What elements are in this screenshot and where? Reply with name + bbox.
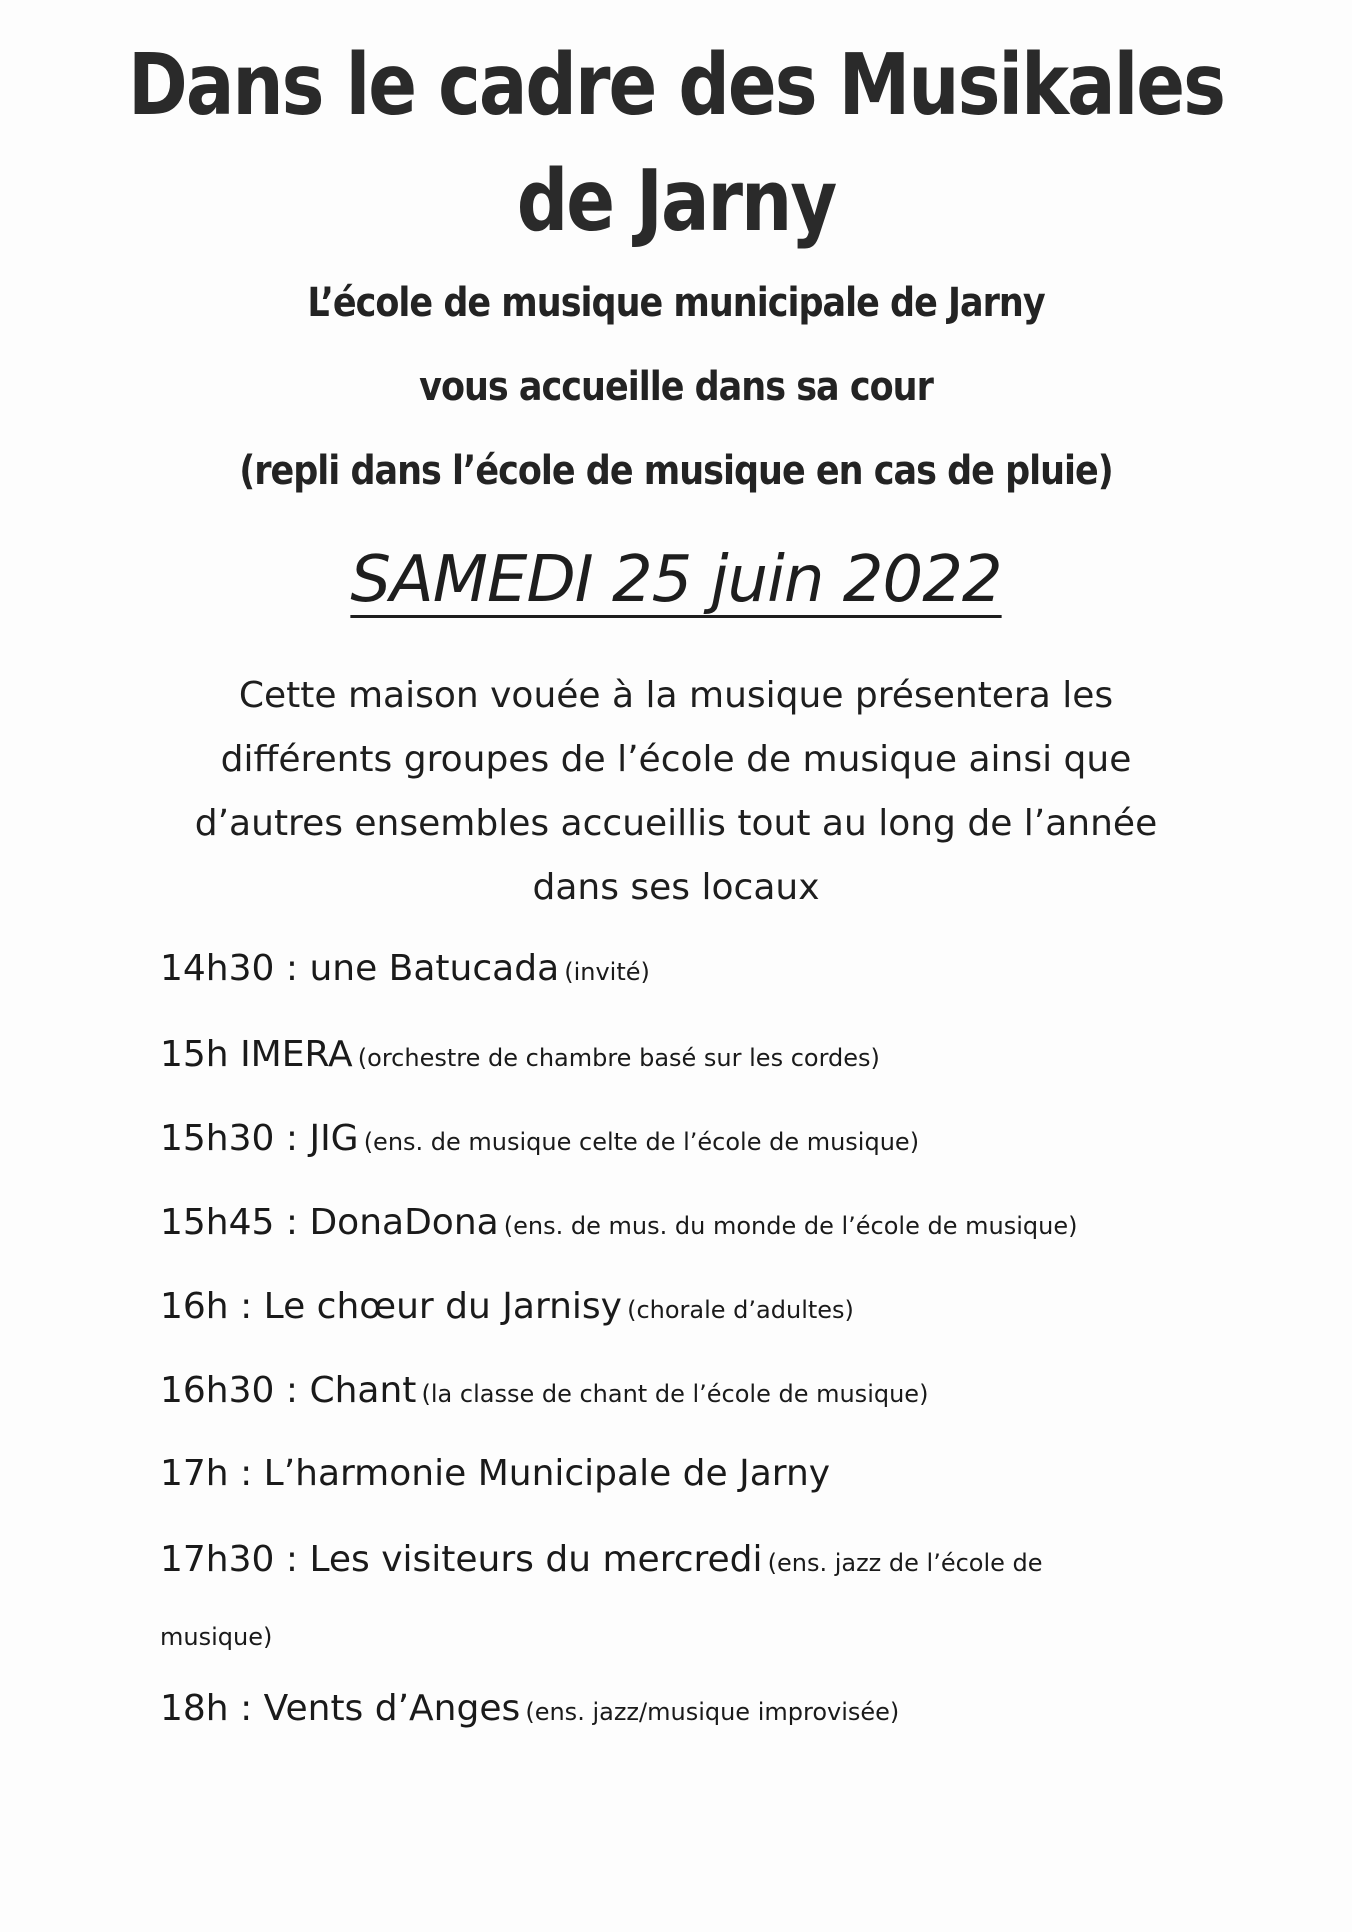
schedule-item-note: (invité) (564, 958, 650, 986)
subtitle-line-1: L’école de musique municipale de Jarny (307, 280, 1045, 327)
schedule-item-main: 17h : L’harmonie Municipale de Jarny (160, 1453, 831, 1494)
schedule-item-1545 (160, 1202, 1078, 1243)
schedule-item-15h (160, 1034, 880, 1075)
intro-paragraph (0, 664, 1352, 920)
schedule-item-1430 (160, 948, 650, 989)
subtitle-line-2: vous accueille dans sa cour (419, 364, 933, 411)
schedule-item-note: (ens. jazz de l’école de (767, 1549, 1043, 1577)
schedule-item-main: 18h : Vents d’Anges (160, 1688, 521, 1729)
schedule-item-main: 15h45 : DonaDona (160, 1202, 499, 1243)
schedule-item-note: (ens. de musique celte de l’école de musique) (363, 1128, 920, 1156)
schedule-item-18h (160, 1688, 900, 1729)
schedule-item-1630 (160, 1370, 929, 1411)
intro-line-3: d’autres ensembles accueillis tout au long de l’année (194, 803, 1158, 844)
schedule-item-note: (orchestre de chambre basé sur les cordes) (357, 1044, 880, 1072)
schedule-item-note: (chorale d’adultes) (627, 1296, 854, 1324)
intro-line-1: Cette maison vouée à la musique présentera les (238, 675, 1114, 716)
schedule-item-note: (ens. de mus. du monde de l’école de musique) (503, 1212, 1078, 1240)
event-date-text: SAMEDI 25 juin 2022 (350, 543, 1002, 617)
schedule-item-note: (la classe de chant de l’école de musique) (421, 1380, 929, 1408)
schedule-item-17h (160, 1453, 831, 1494)
schedule-item-16h (160, 1286, 854, 1327)
event-date (0, 543, 1352, 617)
schedule-item-main: 15h IMERA (160, 1034, 353, 1075)
schedule-item-main: 16h : Le chœur du Jarnisy (160, 1286, 622, 1327)
schedule-item-1730 (160, 1539, 1043, 1580)
schedule-item-main: 16h30 : Chant (160, 1370, 417, 1411)
intro-line-4: dans ses locaux (532, 867, 820, 908)
schedule-item-main: 17h30 : Les visiteurs du mercredi (160, 1539, 763, 1580)
poster-title-line-2: de Jarny (516, 150, 836, 251)
schedule-item-note: (ens. jazz/musique improvisée) (525, 1698, 900, 1726)
schedule-item-1730-continuation: musique) (160, 1623, 273, 1651)
schedule-item-main: 15h30 : JIG (160, 1118, 359, 1159)
schedule-item-1530 (160, 1118, 920, 1159)
poster-title-line-1: Dans le cadre des Musikales (128, 34, 1224, 135)
schedule-item-main: 14h30 : une Batucada (160, 948, 560, 989)
subtitle-line-3: (repli dans l’école de musique en cas de pluie) (239, 448, 1113, 495)
intro-line-2: différents groupes de l’école de musique ainsi que (220, 739, 1132, 780)
